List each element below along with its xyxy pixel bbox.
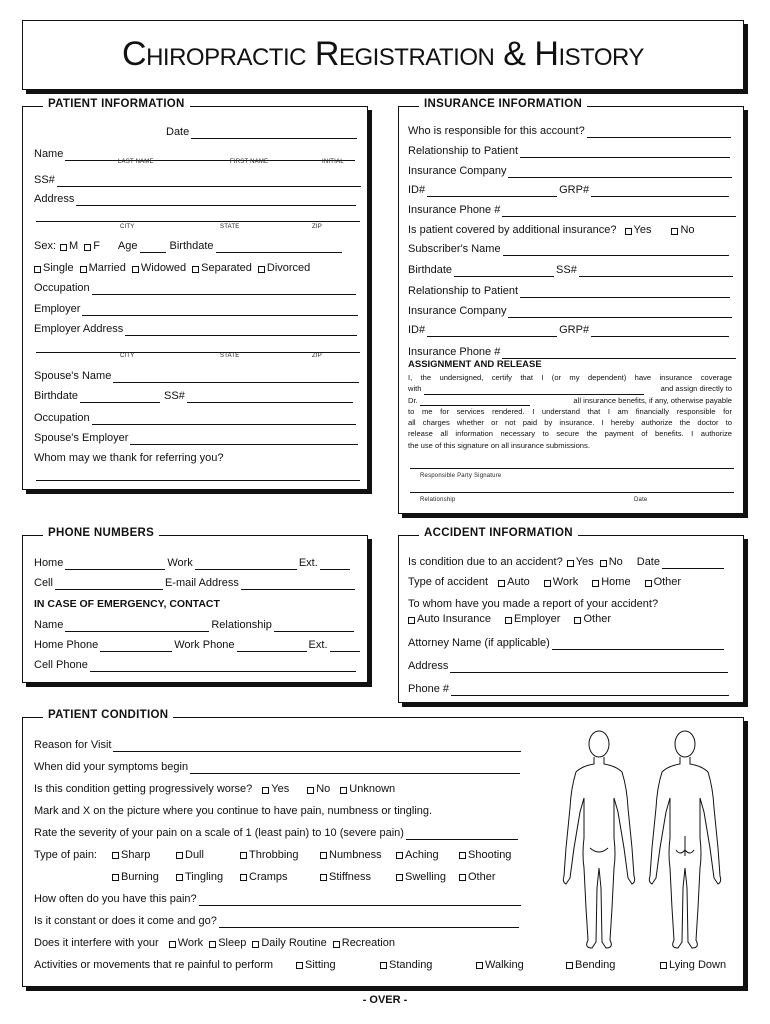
additional-ins-label: Is patient covered by additional insurance? (408, 224, 617, 236)
report-auto-ins-checkbox[interactable]: Auto Insurance (408, 613, 491, 626)
work-phone-label: Work Phone (174, 639, 235, 651)
subscriber-label: Subscriber's Name (408, 243, 501, 255)
body-front-diagram[interactable] (554, 728, 644, 954)
sex-f-checkbox[interactable]: F (84, 240, 100, 253)
sub-relationship-label: Relationship to Patient (408, 285, 519, 297)
referral-field[interactable] (36, 470, 360, 481)
attorney-phone-label: Phone # (408, 683, 449, 695)
began-field[interactable] (190, 763, 520, 774)
type-auto-checkbox[interactable]: Auto (498, 576, 530, 589)
sub-ss-label: SS# (556, 264, 577, 276)
spouse-ss-field[interactable] (187, 392, 353, 403)
often-field[interactable] (199, 895, 521, 906)
sub-ss-field[interactable] (579, 266, 733, 277)
ext-label-2: Ext. (308, 639, 328, 651)
email-field[interactable] (241, 579, 355, 590)
first-name-hint: FIRST NAME (230, 159, 269, 165)
spouse-employer-field[interactable] (130, 434, 358, 445)
report-employer-checkbox[interactable]: Employer (505, 613, 560, 626)
act-bending-checkbox[interactable]: Bending (566, 959, 615, 971)
ins-id-field[interactable] (427, 186, 557, 197)
rate-field[interactable] (406, 829, 518, 840)
sub-company-label: Insurance Company (408, 305, 507, 317)
address-label: Address (34, 193, 75, 205)
separated-checkbox[interactable]: Separated (192, 262, 252, 275)
relationship-hint: Relationship (420, 497, 456, 503)
ins-phone-field[interactable] (502, 206, 736, 217)
accident-date-field[interactable] (662, 558, 724, 569)
report-label: To whom have you made a report of your accident? (408, 598, 659, 610)
act-sitting-checkbox[interactable]: Sitting (296, 959, 336, 971)
work-field[interactable] (195, 559, 297, 570)
pain-shooting-checkbox[interactable]: Shooting (459, 849, 511, 861)
title-box (22, 20, 744, 90)
additional-no-checkbox[interactable]: No (671, 224, 694, 237)
pain-dull-checkbox[interactable]: Dull (176, 849, 204, 861)
pain-swelling-checkbox[interactable]: Swelling (396, 871, 446, 883)
spouse-employer-label: Spouse's Employer (34, 432, 129, 444)
responsible-label: Who is responsible for this account? (408, 125, 585, 137)
attorney-field[interactable] (552, 639, 724, 650)
spouse-name-label: Spouse's Name (34, 370, 112, 382)
work-label: Work (167, 557, 193, 569)
sub-id-label: ID# (408, 324, 426, 336)
page-title: Chiropractic Registration & History (122, 35, 644, 73)
worse-label: Is this condition getting progressively worse? (34, 783, 253, 795)
zip-hint: ZIP (312, 224, 322, 230)
employer-field[interactable] (82, 305, 358, 316)
sub-birthdate-label: Birthdate (408, 264, 453, 276)
ss-field[interactable] (57, 176, 361, 187)
ins-phone-label: Insurance Phone # (408, 204, 501, 216)
over-footer: - OVER - (362, 994, 408, 1006)
sub-birthdate-field[interactable] (454, 266, 554, 277)
birthdate-field[interactable] (216, 242, 342, 253)
insurance-info-legend: INSURANCE INFORMATION (419, 98, 587, 110)
last-name-hint: LAST NAME (118, 159, 154, 165)
email-label: E-mail Address (164, 577, 239, 589)
name-field[interactable] (65, 150, 355, 161)
ss-label: SS# (34, 174, 55, 186)
accident-due-label: Is condition due to an accident? (408, 556, 563, 568)
occupation-label: Occupation (34, 282, 90, 294)
sex-label: Sex: (34, 240, 57, 252)
date-field[interactable] (191, 128, 357, 139)
pain-type-label: Type of pain: (34, 849, 97, 861)
date-label: Date (166, 126, 190, 138)
state-hint-2: STATE (220, 353, 240, 359)
address-line-2[interactable] (36, 211, 360, 222)
zip-hint-2: ZIP (312, 353, 322, 359)
birthdate-label: Birthdate (169, 240, 214, 252)
pain-aching-checkbox[interactable]: Aching (396, 849, 439, 861)
reason-label: Reason for Visit (34, 739, 112, 751)
date-hint: Date (634, 497, 648, 503)
assignment-title: ASSIGNMENT AND RELEASE (408, 359, 542, 370)
ins-id-label: ID# (408, 184, 426, 196)
sub-phone-field[interactable] (502, 348, 736, 359)
signature-field[interactable] (410, 458, 734, 469)
often-label: How often do you have this pain? (34, 893, 197, 905)
emergency-relationship-label: Relationship (211, 619, 272, 631)
interfere-routine-checkbox[interactable]: Daily Routine (252, 937, 326, 950)
report-other-checkbox[interactable]: Other (574, 613, 611, 626)
initial-hint: INITIAL (322, 159, 344, 165)
city-hint: CITY (120, 224, 135, 230)
spouse-birthdate-label: Birthdate (34, 390, 79, 402)
worse-no-checkbox[interactable]: No (307, 783, 330, 796)
ins-company-label: Insurance Company (408, 165, 507, 177)
interfere-recreation-checkbox[interactable]: Recreation (333, 937, 395, 950)
signature-hint: Responsible Party Signature (420, 473, 502, 479)
state-hint: STATE (220, 224, 240, 230)
attorney-address-label: Address (408, 660, 449, 672)
address-field[interactable] (76, 195, 356, 206)
type-home-checkbox[interactable]: Home (592, 576, 630, 589)
accident-no-checkbox[interactable]: No (600, 556, 623, 569)
cell-phone-field[interactable] (90, 661, 356, 672)
ins-relationship-label: Relationship to Patient (408, 145, 519, 157)
attorney-phone-field[interactable] (451, 685, 729, 696)
home-label: Home (34, 557, 64, 569)
cell-phone-label: Cell Phone (34, 659, 88, 671)
spouse-birthdate-field[interactable] (80, 392, 160, 403)
ins-grp-label: GRP# (559, 184, 590, 196)
pain-cramps-checkbox[interactable]: Cramps (240, 871, 288, 883)
accident-info-legend: ACCIDENT INFORMATION (419, 527, 578, 539)
ext-label: Ext. (298, 557, 318, 569)
ins-relationship-field[interactable] (520, 147, 730, 158)
spouse-name-field[interactable] (113, 372, 359, 383)
interfere-label: Does it interfere with your (34, 937, 159, 949)
worse-yes-checkbox[interactable]: Yes (262, 783, 289, 796)
ext-field[interactable] (320, 559, 350, 570)
phone-numbers-legend: PHONE NUMBERS (43, 527, 159, 539)
referral-label: Whom may we thank for referring you? (34, 452, 224, 464)
attorney-address-field[interactable] (450, 662, 728, 673)
cell-label: Cell (34, 577, 53, 589)
interfere-work-checkbox[interactable]: Work (169, 937, 203, 950)
subscriber-field[interactable] (503, 245, 729, 256)
pain-tingling-checkbox[interactable]: Tingling (176, 871, 223, 883)
pain-throbbing-checkbox[interactable]: Throbbing (240, 849, 299, 861)
began-label: When did your symptoms begin (34, 761, 189, 773)
pain-numbness-checkbox[interactable]: Numbness (320, 849, 382, 861)
accident-yes-checkbox[interactable]: Yes (567, 556, 594, 569)
employer-address-label: Employer Address (34, 323, 124, 335)
constant-field[interactable] (219, 917, 519, 928)
attorney-label: Attorney Name (if applicable) (408, 637, 550, 649)
pain-burning-checkbox[interactable]: Burning (112, 871, 159, 883)
worse-unknown-checkbox[interactable]: Unknown (340, 783, 395, 796)
age-field[interactable] (140, 242, 166, 253)
assignment-text: I, the undersigned, certify that I (or my dependent) have insurance coverage with and assign directly to Dr. all insurance benefits, if any, otherwise payable to me for services rendered. I understand that I am financially responsible for all charges whether or not paid by insurance. I hereby authorize the doctor to release all information necessary to secure the payment of benefits. I authorize the use of this signature on all insurance submissions. (408, 373, 732, 450)
accident-type-label: Type of accident (408, 576, 489, 588)
name-label: Name (34, 148, 64, 160)
activities-label: Activities or movements that re painful to perform (34, 959, 274, 971)
employer-address-line-2[interactable] (36, 342, 360, 353)
accident-date-label: Date (636, 556, 660, 568)
widowed-checkbox[interactable]: Widowed (132, 262, 186, 275)
type-other-checkbox[interactable]: Other (645, 576, 682, 589)
patient-info-legend: PATIENT INFORMATION (43, 98, 190, 110)
pain-sharp-checkbox[interactable]: Sharp (112, 849, 150, 861)
cell-field[interactable] (55, 579, 163, 590)
home-field[interactable] (65, 559, 165, 570)
responsible-field[interactable] (587, 127, 731, 138)
ins-grp-field[interactable] (591, 186, 729, 197)
occupation-field[interactable] (92, 284, 356, 295)
sub-company-field[interactable] (508, 307, 732, 318)
act-walking-checkbox[interactable]: Walking (476, 959, 524, 971)
sub-grp-label: GRP# (559, 324, 590, 336)
spouse-occupation-label: Occupation (34, 412, 90, 424)
additional-yes-checkbox[interactable]: Yes (625, 224, 652, 237)
emergency-relationship-field[interactable] (274, 621, 354, 632)
spouse-occupation-field[interactable] (92, 414, 356, 425)
divorced-checkbox[interactable]: Divorced (258, 262, 310, 275)
spouse-ss-label: SS# (164, 390, 185, 402)
rate-label: Rate the severity of your pain on a scale of 1 (least pain) to 10 (severe pain) (34, 827, 404, 839)
sub-phone-label: Insurance Phone # (408, 346, 501, 358)
ins-company-field[interactable] (508, 167, 732, 178)
act-lying-checkbox[interactable]: Lying Down (660, 959, 726, 971)
married-checkbox[interactable]: Married (80, 262, 126, 275)
constant-label: Is it constant or does it come and go? (34, 915, 217, 927)
sex-m-checkbox[interactable]: M (60, 240, 78, 253)
interfere-sleep-checkbox[interactable]: Sleep (209, 937, 246, 950)
pain-stiffness-checkbox[interactable]: Stiffness (320, 871, 371, 883)
home-phone-label: Home Phone (34, 639, 99, 651)
age-label: Age (117, 240, 138, 252)
home-phone-field[interactable] (100, 641, 172, 652)
sub-id-field[interactable] (427, 326, 557, 337)
employer-label: Employer (34, 303, 81, 315)
reason-field[interactable] (113, 741, 521, 752)
single-checkbox[interactable]: Single (34, 262, 74, 275)
type-work-checkbox[interactable]: Work (544, 576, 578, 589)
mark-instruction: Mark and X on the picture where you continue to have pain, numbness or tingling. (34, 805, 433, 817)
city-hint-2: CITY (120, 353, 135, 359)
sub-relationship-field[interactable] (520, 287, 730, 298)
emergency-heading: IN CASE OF EMERGENCY, CONTACT (34, 598, 220, 610)
ext-field-2[interactable] (330, 641, 360, 652)
emergency-name-label: Name (34, 619, 64, 631)
work-phone-field[interactable] (237, 641, 307, 652)
emergency-name-field[interactable] (65, 621, 209, 632)
employer-address-field[interactable] (125, 325, 357, 336)
relationship-sig-field[interactable] (410, 482, 734, 493)
sub-grp-field[interactable] (591, 326, 729, 337)
act-standing-checkbox[interactable]: Standing (380, 959, 432, 971)
patient-condition-legend: PATIENT CONDITION (43, 709, 173, 721)
pain-other-checkbox[interactable]: Other (459, 871, 496, 883)
body-back-diagram[interactable] (640, 728, 730, 954)
